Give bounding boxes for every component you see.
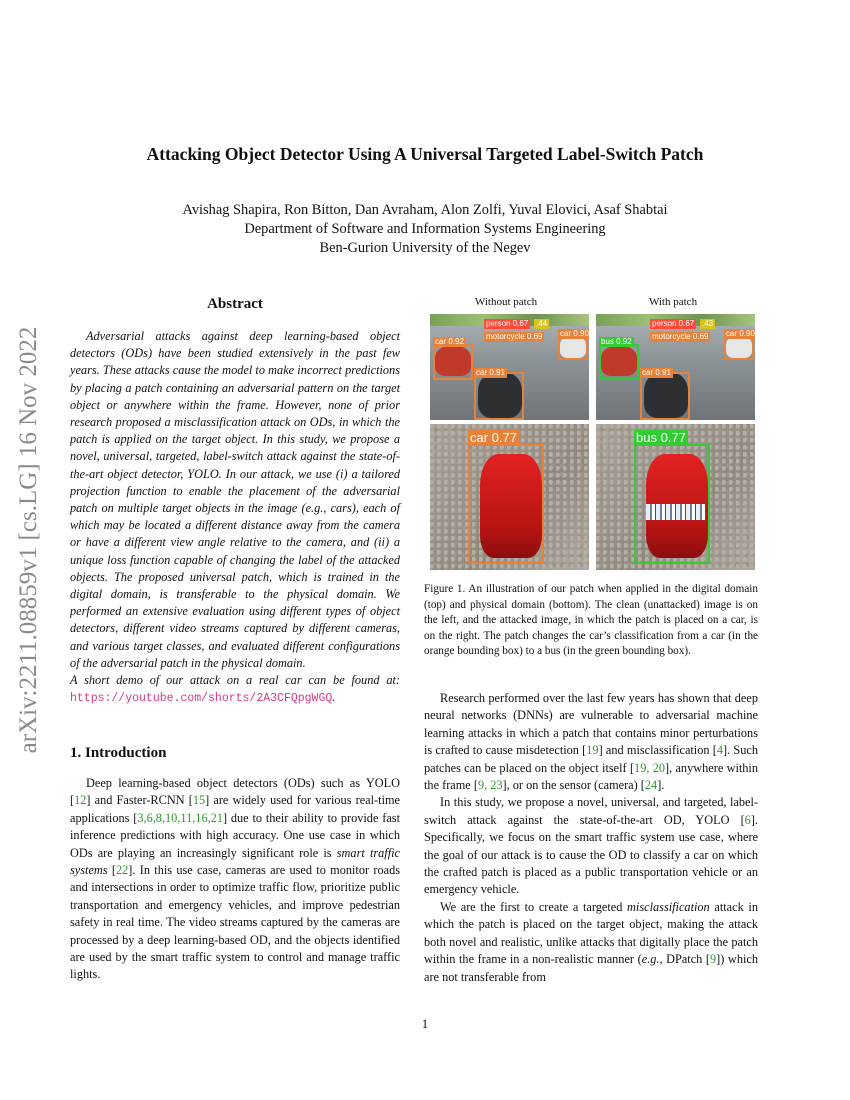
- figure-column-labels: [424, 296, 758, 316]
- page-number: 1: [421, 1016, 429, 1031]
- figure-image-digital-clean: [430, 314, 589, 420]
- paragraph: In this study, we propose a novel, universal, and targeted, label-switch attack against the state-of-the-art OD, YOLO [6]. Specifically, we focus on the smart traffic system use case, where the goal of our attack is to cause the OD to classify a car on which the crafted patch is placed as a public transportation vehicle or an emergency vehicle.: [424, 795, 758, 897]
- detection-label: car 0.91: [642, 368, 671, 377]
- detection-label: bus 0.77: [636, 430, 686, 445]
- detection-label: person 0.67: [486, 319, 529, 328]
- bbox-green: [634, 444, 710, 564]
- detection-label: .43: [702, 319, 714, 328]
- citation-link[interactable]: 15: [192, 793, 206, 808]
- university: Ben-Gurion University of the Negev: [319, 240, 531, 256]
- detection-label: motorcycle 0.69: [486, 332, 543, 341]
- citation-link[interactable]: 22: [115, 863, 129, 878]
- detection-label: car 0.92: [435, 337, 464, 346]
- label-without-patch: Without patch: [474, 296, 538, 308]
- detection-label: car 0.90: [726, 329, 755, 338]
- detection-label: person 0.67: [652, 319, 695, 328]
- detection-label: car 0.77: [470, 430, 517, 445]
- paragraph: Research performed over the last few years has shown that deep neural networks (DNNs) are vulnerable to adversarial machine learning attacks in which a patch that contains minor perturbations is crafted to cause misdetection [19] and misclassification [4]. Such patches can be placed on the object itself [19, 20], anywhere within the frame [9, 23], or on the sensor (camera) [24].: [424, 691, 759, 793]
- arxiv-sidebar: [4, 290, 54, 790]
- bbox-green: [599, 344, 639, 380]
- detection-label: .44: [536, 319, 548, 328]
- detection-label: car 0.91: [476, 368, 505, 377]
- figure-caption: Figure 1. An illustration of our patch when applied in the digital domain (top) and physical domain (bottom). The clean (unattacked) image is on the left, and the attacked image, in which the patch is placed on a car, is on the right. The patch changes the car’s classification from a car (in the orange bounding box) to a bus (in the green bounding box).: [424, 583, 758, 658]
- citation-link[interactable]: 9: [710, 952, 717, 967]
- paragraph: We are the first to create a targeted misclassification attack in which the patch is placed on the target object, making the attack both novel and realistic, unlike attacks that digitally place the patch within the frame in a non-realistic manner (e.g., DPatch [9]) which are not transferable from: [424, 899, 758, 984]
- citation-link[interactable]: 19, 20: [634, 760, 666, 775]
- authors: Avishag Shapira, Ron Bitton, Dan Avraham, Alon Zolfi, Yuval Elovici, Asaf Shabtai: [182, 202, 668, 218]
- author-block: [0, 201, 850, 258]
- figure-image-digital-patched: [596, 314, 755, 420]
- department: Department of Software and Information Systems Engineering: [244, 221, 606, 237]
- citation-link[interactable]: 19: [586, 743, 599, 758]
- demo-link[interactable]: https://youtube.com/shorts/2A3CFQpgWGQ: [70, 692, 333, 706]
- citation-link[interactable]: 6: [744, 812, 751, 827]
- detection-label: motorcycle 0.69: [652, 332, 709, 341]
- citation-link[interactable]: 12: [74, 793, 87, 808]
- citation-link[interactable]: 24: [644, 778, 658, 793]
- demo-text: A short demo of our attack on a real car can be found at:: [70, 673, 400, 688]
- paper-title: Attacking Object Detector Using A Universal Targeted Label-Switch Patch: [146, 144, 704, 164]
- detection-label: car 0.90: [560, 329, 589, 338]
- bbox-orange: [468, 444, 544, 564]
- figure-image-physical-patched: [596, 424, 755, 570]
- bbox-orange: [474, 372, 524, 420]
- label-with-patch: With patch: [648, 296, 698, 308]
- citation-link[interactable]: 4: [716, 743, 724, 758]
- right-column-body: [424, 690, 758, 986]
- abstract-text: Adversarial attacks against deep learning-based object detectors (ODs) have been studied extensively in the past few years. These attacks cause the model to make incorrect predictions by placing a patch containing an adversarial pattern on the target object or anywhere within the frame. However, none of prior research proposed a misclassification attack on ODs, in which the patch is applied on the target object. In this study, we propose a novel, universal, targeted, label-switch attack against the state-of-the-art object detector, YOLO. In our attack, we use (i) a tailored projection function to enable the placement of the adversarial patch on multiple target objects in the image (e.g., cars), each of which may be located a different distance away from the camera or have a different view angle relative to the camera, and (ii) a unique loss function capable of changing the label of the attacked objects. The proposed universal patch, which is trained in the digital domain, is transferable to the physical domain. We performed an extensive evaluation using different types of object detectors, different video streams captured by different cameras, and various target classes, and evaluated different configurations of the adversarial patch in the physical domain.: [70, 329, 400, 670]
- figure-image-physical-clean: [430, 424, 589, 570]
- citation-link[interactable]: 3,6,8,10,11,16,21: [137, 810, 223, 825]
- intro-body: [70, 775, 400, 984]
- abstract-heading: Abstract: [207, 296, 263, 312]
- intro-paragraph: Deep learning-based object detectors (ODs) such as YOLO [12] and Faster-RCNN [15] are widely used for various real-time applications [3,6,8,10,11,16,21] due to their ability to provide fast inference predictions with high accuracy. One use case in which ODs are playing an increasingly significant role is smart traffic systems [22]. In this use case, cameras are used to monitor roads and intersections in order to optimize traffic flow, prioritize public transportation and emergency vehicles, and improve pedestrian safety in real time. The video streams captured by the cameras are processed by a deep learning-based OD, and the objects identified are used by the smart traffic system to control and manage traffic lights.: [70, 776, 401, 982]
- citation-link[interactable]: 9, 23: [477, 778, 503, 793]
- section-heading-introduction: 1. Introduction: [70, 745, 167, 761]
- bbox-orange: [433, 344, 473, 380]
- bbox-orange: [640, 372, 690, 420]
- detection-label: bus 0.92: [601, 337, 632, 346]
- abstract-body: [70, 328, 400, 707]
- demo-line: A short demo of our attack on a real car can be found at: https://youtube.com/shorts/2A3CFQpgWGQ.: [70, 673, 400, 706]
- arxiv-id: arXiv:2211.08859v1 [cs.LG] 16 Nov 2022: [15, 326, 42, 754]
